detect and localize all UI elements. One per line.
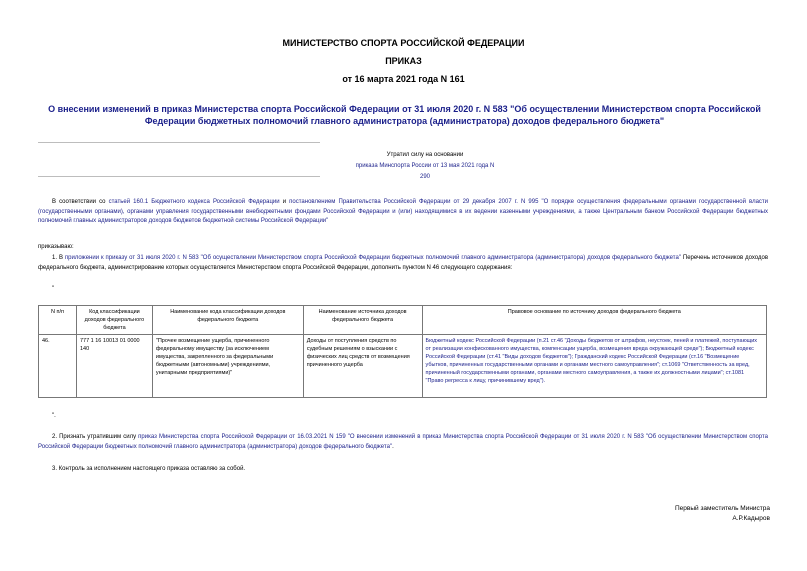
table-row xyxy=(39,335,767,398)
status-note xyxy=(350,150,500,183)
table-cell-number: 46. xyxy=(39,335,77,398)
item-1-text: 1. В xyxy=(52,255,65,261)
item-2-text: . xyxy=(392,443,394,450)
order-word: приказываю: xyxy=(38,244,74,250)
item-1-paragraph xyxy=(38,254,768,273)
ministry-heading: МИНИСТЕРСТВО СПОРТА РОССИЙСКОЙ ФЕДЕРАЦИИ xyxy=(282,38,525,48)
appendix-link[interactable]: приложении к приказу от 31 июля 2020 г. N 583 "Об осуществлении Министерством спорта Российской Федерации бюджетных полномочий главного администратора (администратора) доходов федерального бюджета" xyxy=(64,255,681,261)
table-cell-legal-basis-link[interactable]: Бюджетный кодекс Российской Федерации (п.21 ст.46 "Доходы бюджетов от штрафов, неустоек, пеней и платежей, поступающих от реализации конфискованного имущества, компенсации ущерба, возмещения вреда окружающей среде"); Бюджетный кодекс Российской Федерации (ст.41 "Виды доходов бюджетов"); Гражданский кодекс Российской Федерации (ст.16 "Возмещение убытков, причиненных государственными органами и органами местного самоуправления"; ст.1069 "Ответственность за вред, причиненный государственными органами, органами местного самоуправления, а также их должностными лицами"; ст.1081 "Право регресса к лицу, причинившему вред"). xyxy=(422,335,766,398)
close-quote: ". xyxy=(52,413,56,419)
status-note-link[interactable]: приказа Минспорта России от 13 мая 2021 года N 290 xyxy=(355,163,495,180)
signature-name: А.Р.Кадыров xyxy=(732,515,770,522)
preamble-paragraph xyxy=(38,198,768,227)
table-cell-code-name: "Прочее возмещение ущерба, причиненного федеральному имуществу (за исключением имущества, закрепленного за федеральными бюджетными (автономными) учреждениями, унитарными предприятиями)" xyxy=(152,335,303,398)
table-header-cell: Наименование источника доходов федерального бюджета xyxy=(303,306,422,335)
divider-top xyxy=(38,142,320,143)
divider-bottom xyxy=(38,176,320,177)
sources-table xyxy=(38,305,767,398)
date-number: от 16 марта 2021 года N 161 xyxy=(342,74,465,84)
item-3-paragraph: 3. Контроль за исполнением настоящего приказа оставляю за собой. xyxy=(52,466,246,472)
table-cell-source-name: Доходы от поступления средств по судебным решениям о взыскании с физических лиц средств от возмещения причиненного ущерба xyxy=(303,335,422,398)
table-header-cell: N п/п xyxy=(39,306,77,335)
preamble-text: и xyxy=(279,199,290,205)
item-1-text: Перечень источников доходов федерального бюджета, администрирование которых осуществляется Министерством спорта Российской Федерации, дополнить пунктом N 46 следующего содержания: xyxy=(38,255,769,271)
preamble-text: В соответствии со xyxy=(52,199,109,205)
status-note-text: Утратил силу на основании xyxy=(386,152,464,158)
table-cell-code: 777 1 16 10013 01 0000 140 xyxy=(76,335,152,398)
document-title: О внесении изменений в приказ Министерства спорта Российской Федерации от 31 июля 2020 г. N 583 "Об осуществлении Министерством спорта Российской Федерации бюджетных полномочий главного администратора (администратора) доходов федерального бюджета" xyxy=(48,104,761,126)
order-159-link[interactable]: приказ Министерства спорта Российской Федерации от 16.03.2021 N 159 "О внесении изменений в приказ Министерства спорта Российской Федерации от 31 июля 2020 г. N 583 "Об осуществлении Министерством спорта Российской Федерации бюджетных полномочий главного администратора (администратора) доходов федерального бюджета" xyxy=(38,434,769,450)
government-decree-link[interactable]: постановлением Правительства Российской Федерации от 29 декабря 2007 г. N 995 "О порядке осуществления федеральными органами государственной власти (государственными органами), органами управления государственными внебюджетными фондами Российской Федерации и (или) находящимися в их ведении казенными учреждениями, а также Центральным банком Российской Федерации бюджетных полномочий главных администраторов доходов бюджетов бюджетной системы Российской Федерации" xyxy=(38,199,769,224)
item-2-paragraph xyxy=(38,433,768,452)
doc-type-heading: ПРИКАЗ xyxy=(385,56,422,66)
signature-position: Первый заместитель Министра xyxy=(674,505,770,512)
open-quote: " xyxy=(52,286,55,292)
table-header-cell: Наименование кода классификации доходов федерального бюджета xyxy=(152,306,303,335)
table-header-cell: Код классификации доходов федерального бюджета xyxy=(76,306,152,335)
budget-code-link[interactable]: статьей 160.1 Бюджетного кодекса Российской Федерации xyxy=(108,199,280,205)
item-2-text: 2. Признать утратившим силу xyxy=(52,434,139,440)
table-header-cell: Правовое основание по источнику доходов федерального бюджета xyxy=(422,306,766,335)
table-header-row xyxy=(39,306,767,335)
